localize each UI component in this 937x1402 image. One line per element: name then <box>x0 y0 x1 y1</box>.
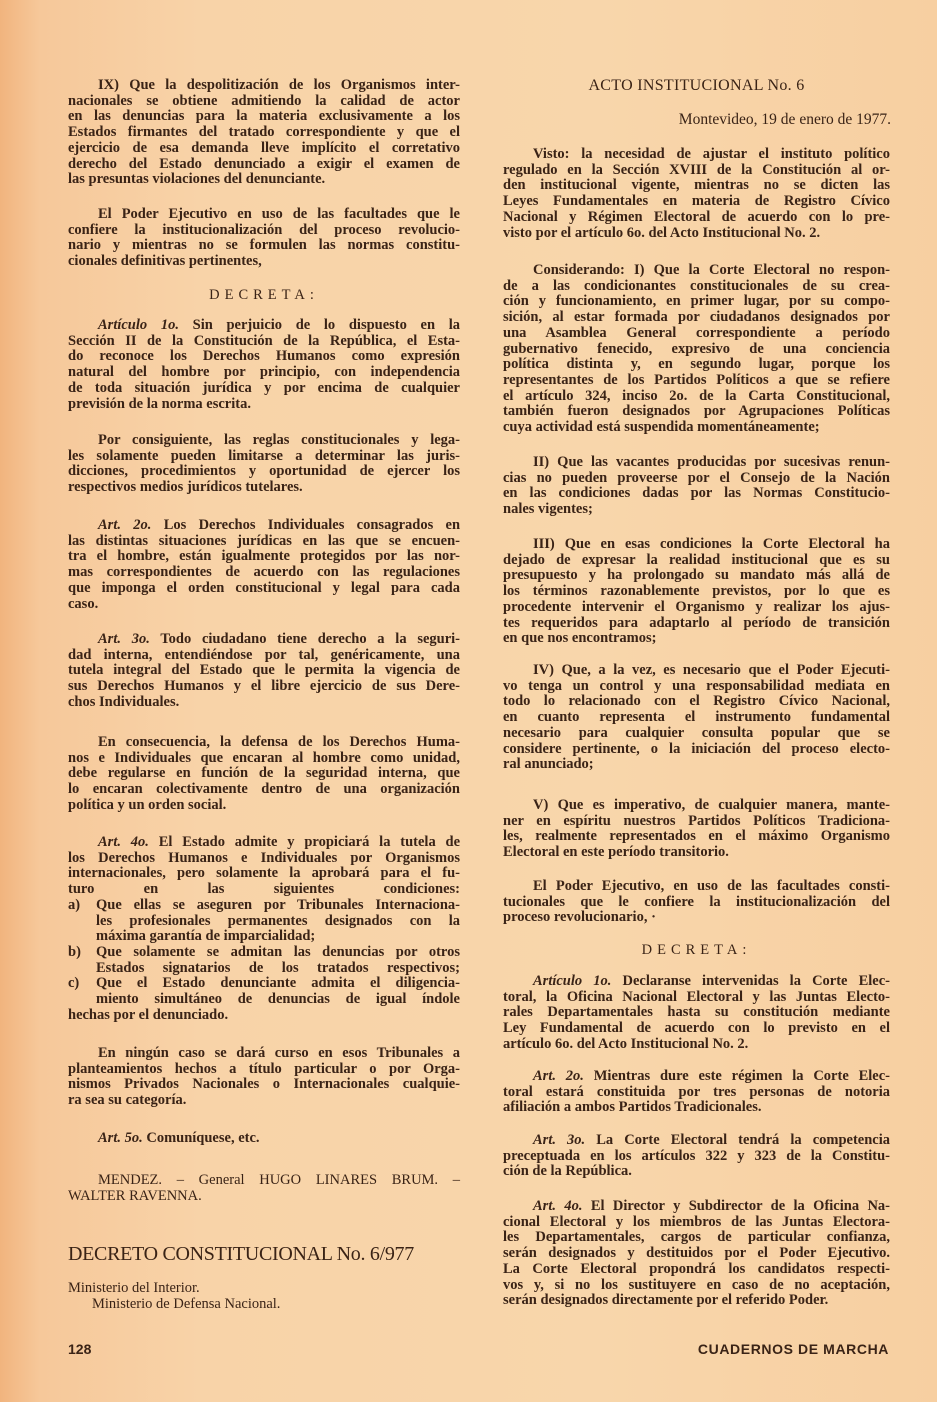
text-line: las presuntas violaciones del denunciante. <box>68 171 326 188</box>
text-line: cuya actividad está suspendida momentáneamente; <box>503 419 820 436</box>
article-label: Art. 3o. <box>98 631 150 647</box>
text-line <box>503 1069 890 1085</box>
text-line: ner en espíritu nuestros Partidos Políticos Tradiciona- <box>503 812 890 829</box>
decreta-heading: DECRETA: <box>209 287 319 303</box>
text-line: nales vigentes; <box>503 501 593 518</box>
text-line-content: Declaranse intervenidas la Corte Elec- <box>622 973 890 989</box>
ministries <box>68 1281 280 1312</box>
publication-footer: CUADERNOS DE MARCHA <box>697 1341 889 1357</box>
text-line-content: Todo ciudadano tiene derecho a la seguri- <box>160 631 461 647</box>
article-label: Art. 3o. <box>533 1132 586 1148</box>
text-line: planteamientos hechos a título particular o por Orga- <box>68 1060 460 1077</box>
text-line: Electoral en este período transitorio. <box>503 844 729 861</box>
text-line: tucionales que le confiere la institucionalización del <box>503 893 890 910</box>
text-line: IV) Que, a la vez, es necesario que el Poder Ejecuti- <box>533 662 890 678</box>
text-line: sus Derechos Humanos y el libre ejercicio de sus Dere- <box>68 678 460 695</box>
article-4 <box>68 835 460 1023</box>
text-line: mas correspondientes de acuerdo con las regulaciones <box>68 564 460 581</box>
text-line: nario y mientras no se formulen las normas constitu- <box>68 237 460 254</box>
text-line: tra el hombre, están igualmente protegidos por las nor- <box>68 548 460 565</box>
paragraph-por-consiguiente <box>68 433 460 496</box>
text-line: III) Que en esas condiciones la Corte Electoral ha <box>533 536 890 552</box>
article-label: Art. 2o. <box>98 517 152 533</box>
act-article-4 <box>503 1199 890 1309</box>
text-line: II) Que las vacantes producidas por sucesivas renun- <box>533 454 890 470</box>
text-line: les Departamentales, cargos de particular confianza, <box>503 1229 890 1246</box>
article-2 <box>68 518 460 612</box>
text-line: toral, la Oficina Nacional Electoral y las Juntas Electo- <box>503 988 890 1005</box>
text-line: natural del hombre por principio, con independencia <box>68 364 460 381</box>
text-line: política y un orden social. <box>68 796 227 813</box>
article-label: Art. 5o. <box>98 1130 143 1146</box>
text-line: tes requeridos para adaptarlo al período de transición <box>503 614 890 631</box>
paragraph-considerando-ii <box>503 455 890 518</box>
text-line: La Corte Electoral propondrá los candidatos respecti- <box>503 1260 890 1277</box>
paragraph-considerando-i <box>503 263 890 436</box>
text-line: toral estará constituida por tres personas de notoria <box>503 1083 890 1100</box>
text-line: los términos razonablemente previstos, por lo que es <box>503 583 890 600</box>
text-line: ción y funcionamiento, en primer lugar, por su compo- <box>503 293 890 310</box>
text-line: lo encaran colectivamente dentro de una organización <box>68 781 460 798</box>
text-line: dejado de expresar la realidad institucional que es su <box>503 551 890 568</box>
text-line: de toda situación jurídica y por encima de cualquier <box>68 379 460 396</box>
text-line: ral anunciado; <box>503 756 594 773</box>
text-line: que imponga el orden constitucional y legal para cada <box>68 579 460 596</box>
text-line: representantes de los Partidos Políticos a que se refiere <box>503 371 890 388</box>
text-line: El Poder Ejecutivo, en uso de las facultades consti- <box>533 878 890 894</box>
text-line: nismos Privados Nacionales o Internacionales cualquie- <box>68 1076 460 1093</box>
text-line <box>68 1131 460 1147</box>
text-line: Estados firmantes del tratado correspondiente y que el <box>68 124 460 141</box>
text-line-content: Los Derechos Individuales consagrados en <box>163 517 461 533</box>
list-marker: c) <box>68 975 80 992</box>
text-line: hechas por el denunciado. <box>68 1006 229 1023</box>
text-line: todo lo relacionado con el Registro Cívico Nacional, <box>503 693 890 710</box>
text-line: Que el Estado denunciante admita el diligencia- <box>96 975 460 992</box>
paragraph-considerando-iii <box>503 537 890 647</box>
text-line-content: El Director y Subdirector de la Oficina Na- <box>590 1198 891 1214</box>
page-number: 128 <box>68 1341 92 1357</box>
article-label: Art. 4o. <box>533 1198 583 1214</box>
text-line: Nacional y Régimen Electoral de acuerdo con lo pre- <box>503 208 890 225</box>
text-line: de a las condicionantes constitucionales de su crea- <box>503 277 890 294</box>
text-line: visto por el artículo 6o. del Acto Institucional No. 2. <box>503 224 821 241</box>
text-line-content: Comuníquese, etc. <box>146 1130 260 1146</box>
decree-heading: DECRETO CONSTITUCIONAL No. 6/977 <box>68 1243 414 1265</box>
text-line: regulado en la Sección XVIII de la Constitución al or- <box>503 161 890 178</box>
text-line: tutela integral del Estado que le permita la vigencia de <box>68 662 460 679</box>
list-item <box>68 945 460 976</box>
list-item <box>68 976 460 1007</box>
act-title: ACTO INSTITUCIONAL No. 6 <box>588 77 805 94</box>
text-line: chos Individuales. <box>68 693 180 710</box>
paragraph-considerando-v <box>503 798 890 861</box>
text-line: serán designados directamente por el referido Poder. <box>503 1292 829 1309</box>
article-label: Art. 2o. <box>533 1068 584 1084</box>
text-line: en cuanto representa el instrumento fundamental <box>503 709 890 726</box>
text-line: Estados signatarios de los tratados respectivos; <box>96 959 460 976</box>
text-line: cias no pueden proveerse por el Consejo de la Nación <box>503 469 890 486</box>
text-line: en las denuncias para la materia exclusivamente a los <box>68 108 460 125</box>
text-line: internacionales, pero solamente la aprobará para el fu- <box>68 865 460 882</box>
text-line: ejercicio de esa demanda lleve implícito el corretativo <box>68 139 460 156</box>
text-line: En consecuencia, la defensa de los Derechos Huma- <box>98 734 460 750</box>
text-line: gubernativo fenecido, expresivo de una conciencia <box>503 340 890 357</box>
text-line: presupuesto y ha prolongado su mandato más allá de <box>503 567 890 584</box>
paragraph-en-ningun-caso <box>68 1046 460 1109</box>
paragraph-poder-ejecutivo <box>68 207 460 270</box>
ministry-defense: Ministerio de Defensa Nacional. <box>92 1295 281 1312</box>
text-line: en que nos encontramos; <box>503 630 657 647</box>
text-line: V) Que es imperativo, de cualquier manera, mante- <box>533 797 890 813</box>
text-line: nacionales se obtiene admitiendo la calidad de actor <box>68 92 460 109</box>
text-line: una Asamblea General correspondiente a período <box>503 324 890 341</box>
text-line: Sección II de la Constitución de la República, el Esta- <box>68 332 460 349</box>
decreta-heading-right: DECRETA: <box>641 942 752 958</box>
act-article-1 <box>503 974 890 1053</box>
text-line: Ley Fundamental de acuerdo con lo previsto en el <box>503 1020 890 1037</box>
list-marker: a) <box>68 896 81 913</box>
text-line: considere pertinente, o la iniciación del proceso electo- <box>503 740 890 757</box>
text-line: respectivos medios jurídicos tutelares. <box>68 479 303 496</box>
text-line: máxima garantía de imparcialidad; <box>96 928 316 945</box>
text-line <box>503 1199 890 1215</box>
text-line: dicciones, procedimientos y oportunidad de ejercer los <box>68 463 460 480</box>
text-line: confiere la institucionalización del proceso revolucio- <box>68 221 460 238</box>
article-label: Artículo 1o. <box>98 317 179 333</box>
text-line: En ningún caso se dará curso en esos Tribunales a <box>98 1045 460 1061</box>
text-line: turo en las siguientes condiciones: <box>68 881 460 898</box>
text-line: cionales definitivas pertinentes, <box>68 253 262 270</box>
text-line: den institucional vigente, mientras no se dicten las <box>503 177 890 194</box>
paragraph-considerando-iv <box>503 663 890 773</box>
paragraph-visto <box>503 147 890 241</box>
text-line: do reconoce los Derechos Humanos como expresión <box>68 348 460 365</box>
text-line: necesario para cualquier consulta popular que se <box>503 724 890 741</box>
text-line: ción de la República. <box>503 1163 632 1180</box>
text-line: vo tenga un control y una responsabilidad mediata en <box>503 677 890 694</box>
article-5 <box>68 1131 460 1147</box>
text-line: las distintas situaciones jurídicas en las que se encuen- <box>68 532 460 549</box>
list-item <box>68 898 460 945</box>
text-line: ra sea su categoría. <box>68 1092 187 1109</box>
act-article-2 <box>503 1069 890 1116</box>
text-line: en las condiciones dadas por las Normas Constitucio- <box>503 485 890 502</box>
text-line: serán designados y destituidos por el Poder Ejecutivo. <box>503 1245 890 1262</box>
text-line-content: Mientras dure este régimen la Corte Elec- <box>593 1068 890 1084</box>
text-line: IX) Que la despolitización de los Organismos inter- <box>98 77 460 93</box>
text-line: nos e Individuales que encaran al hombre como unidad, <box>68 749 460 766</box>
text-line: Que ellas se aseguren por Tribunales Internaciona- <box>96 896 460 913</box>
text-line: les, realmente representados en el máximo Organismo <box>503 828 890 845</box>
text-line: proceso revolucionario, · <box>503 909 656 926</box>
article-label: Art. 4o. <box>98 834 149 850</box>
text-line: cional Electoral y los miembros de las Juntas Electora- <box>503 1213 890 1230</box>
text-line: los Derechos Humanos e Individuales por Organismos <box>68 849 460 866</box>
text-line: vos y, si no los sustituyere en caso de no aceptación, <box>503 1276 890 1293</box>
paragraph-en-consecuencia <box>68 735 460 814</box>
text-line: WALTER RAVENNA. <box>68 1187 202 1204</box>
text-line: derecho del Estado denunciado a exigir el examen de <box>68 155 460 172</box>
ministry-interior: Ministerio del Interior. <box>68 1280 200 1296</box>
text-line: MENDEZ. – General HUGO LINARES BRUM. – <box>98 1172 460 1188</box>
text-line: les solamente pueden limitarse a determinar las juris- <box>68 447 460 464</box>
article-1 <box>68 318 460 412</box>
text-line <box>68 518 460 534</box>
text-line: miento simultáneo de denuncias de igual índole <box>96 991 460 1008</box>
text-line: Considerando: I) Que la Corte Electoral no respon- <box>533 262 890 278</box>
paragraph-considerando-ix <box>68 78 460 188</box>
act-article-3 <box>503 1133 890 1180</box>
article-label: Artículo 1o. <box>533 973 612 989</box>
text-line: también fueron designados por Agrupaciones Políticas <box>503 403 890 420</box>
text-line: Visto: la necesidad de ajustar el instituto político <box>533 146 890 162</box>
date-line: Montevideo, 19 de enero de 1977. <box>678 111 891 128</box>
text-line: Leyes Fundamentales en materia de Registro Cívico <box>503 193 890 210</box>
text-line: política distinta y, en segundo lugar, porque los <box>503 356 890 373</box>
text-line: afiliación a ambos Partidos Tradicionales. <box>503 1099 762 1116</box>
text-line: rales Departamentales hasta su constitución mediante <box>503 1004 890 1021</box>
signatures <box>68 1173 460 1204</box>
text-line: debe regularse en función de la seguridad interna, que <box>68 765 460 782</box>
text-line: Que solamente se admitan las denuncias por otros <box>96 943 460 960</box>
text-line: les profesionales permanentes designados con la <box>96 912 460 929</box>
paragraph-poder-ejecutivo-right <box>503 879 890 926</box>
text-line <box>68 835 460 851</box>
text-line: dad interna, entendiéndose por tal, genéricamente, una <box>68 646 460 663</box>
text-line: el artículo 324, inciso 2o. de la Carta Constitucional, <box>503 387 890 404</box>
list-marker: b) <box>68 943 81 960</box>
article-3 <box>68 632 460 711</box>
text-line: artículo 6o. del Acto Institucional No. 2. <box>503 1035 749 1052</box>
text-line-content: El Estado admite y propiciará la tutela de <box>158 834 461 850</box>
text-line: preceptuada en los artículos 322 y 323 de la Constitu- <box>503 1147 890 1164</box>
text-line: sición, al estar formada por ciudadanos designados por <box>503 309 890 326</box>
text-line <box>503 1133 890 1149</box>
text-line-content: La Corte Electoral tendrá la competencia <box>596 1132 891 1148</box>
text-line: Por consiguiente, las reglas constitucionales y lega- <box>98 432 460 448</box>
text-line: procedente intervenir el Organismo y realizar los ajus- <box>503 598 890 615</box>
text-line <box>503 974 890 990</box>
text-line: El Poder Ejecutivo en uso de las facultades que le <box>98 206 460 222</box>
text-line <box>68 632 460 648</box>
text-line: previsión de la norma escrita. <box>68 395 251 412</box>
text-line: caso. <box>68 595 99 612</box>
text-line-content: Sin perjuicio de lo dispuesto en la <box>192 317 461 333</box>
text-line <box>68 318 460 334</box>
